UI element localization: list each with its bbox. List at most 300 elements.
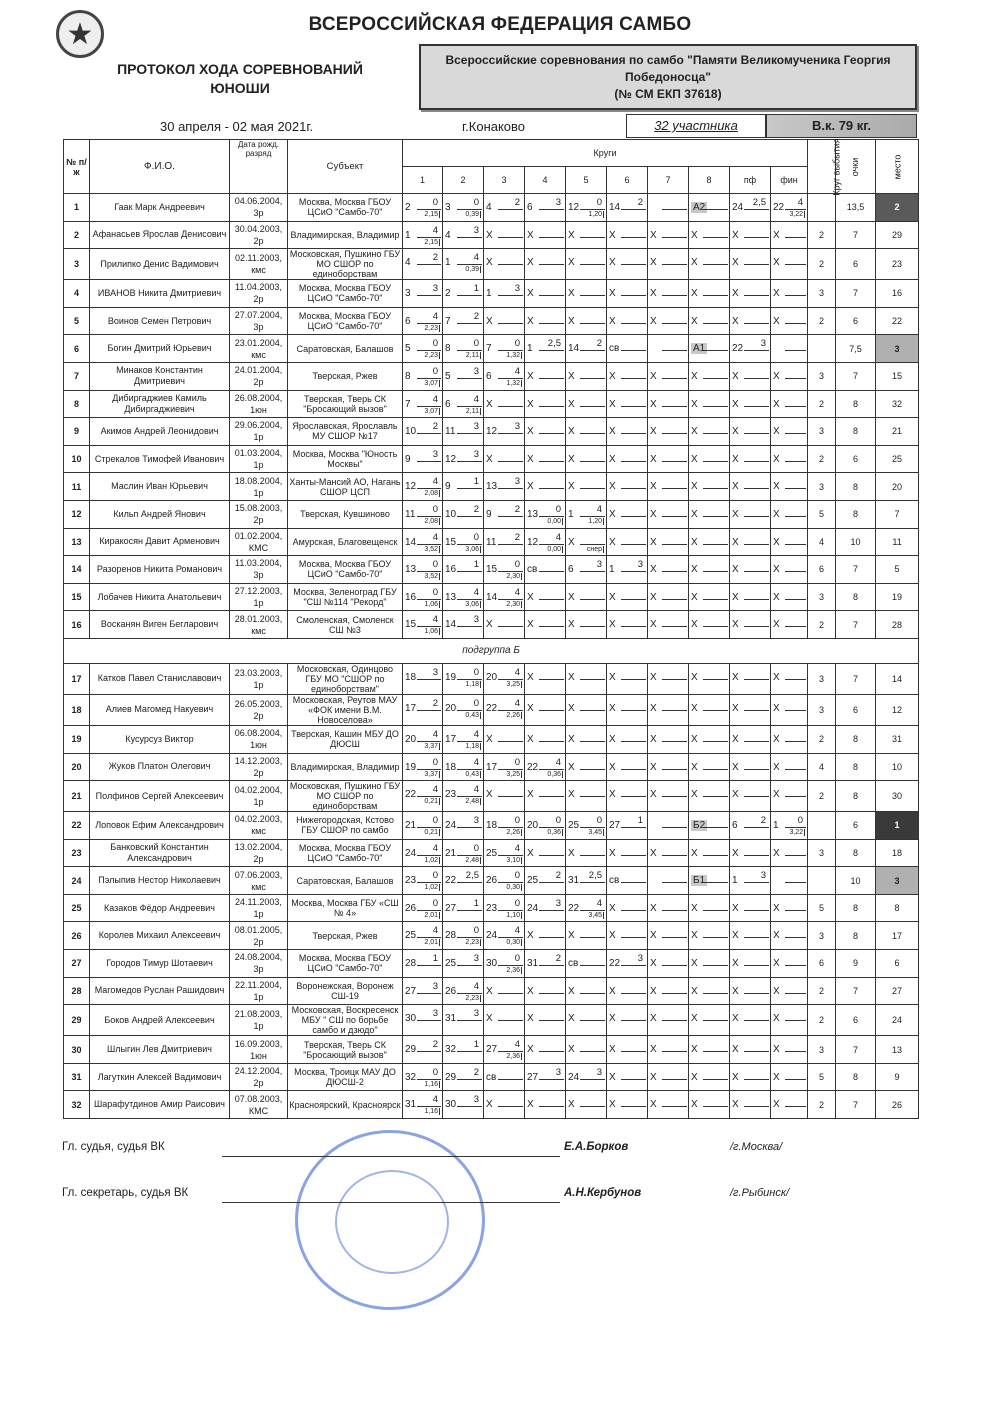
final-place: 20: [876, 473, 919, 501]
bout-cell: [689, 894, 730, 922]
bout-cell: [403, 812, 443, 840]
bout-score: 0: [432, 1066, 438, 1078]
participant-row: [64, 249, 919, 280]
bout-cell: [525, 950, 566, 978]
bout-divider: [539, 796, 564, 797]
participant-row: [64, 473, 919, 501]
bout-divider: [417, 571, 441, 572]
bout-time: 0,30: [506, 884, 520, 892]
participant-region: Ярославская, Ярославль МУ СШОР №17: [288, 418, 403, 446]
bout-divider: [580, 571, 605, 572]
bout-divider: [662, 910, 687, 911]
bout-divider: [703, 488, 728, 489]
bout-divider: [539, 679, 564, 680]
chief-judge-name: Е.А.Борков: [564, 1141, 629, 1153]
bout-cell: [566, 611, 607, 639]
bout-opponent: X: [773, 619, 780, 631]
bout-divider: [621, 350, 646, 351]
bout-opponent: X: [773, 902, 780, 914]
participant-dob-rank: 01.02.2004, КМС: [230, 528, 288, 556]
bout-cell: [525, 922, 566, 950]
col-place-label: место: [892, 154, 903, 179]
bout-cell: [566, 473, 607, 501]
bout-opponent: X: [650, 847, 657, 859]
participant-name: Казаков Фёдор Андреевич: [90, 894, 230, 922]
bout-divider: [580, 378, 605, 379]
bout-divider: [662, 769, 687, 770]
bout-opponent: X: [609, 902, 616, 914]
bout-cell: [443, 1091, 484, 1119]
bout-cell: [566, 663, 607, 694]
bout-cell: [443, 307, 484, 335]
bout-score: 4: [596, 503, 602, 515]
participants-count: 32 участника: [626, 114, 766, 138]
bout-divider: [744, 461, 769, 462]
participant-region: Воронежская, Воронеж СШ-19: [288, 977, 403, 1005]
bout-divider: [498, 1051, 523, 1052]
elimination-round: [808, 812, 836, 840]
bout-opponent: 1: [773, 820, 779, 832]
bout-cell: [730, 611, 771, 639]
bout-score: 0: [432, 756, 438, 768]
bout-score: 3: [473, 1094, 479, 1106]
bout-opponent: 5: [445, 370, 451, 382]
bout-cell: [443, 611, 484, 639]
bout-divider: [662, 544, 687, 545]
bout-divider: [662, 1051, 687, 1052]
bout-divider: [417, 1079, 441, 1080]
bout-score: 4: [432, 224, 438, 236]
bout-divider: [744, 237, 769, 238]
bout-cell: [403, 1036, 443, 1064]
bout-cell: [443, 894, 484, 922]
bout-cell: [730, 1036, 771, 1064]
bout-cell: [566, 894, 607, 922]
bout-cell: [689, 307, 730, 335]
bout-cell: [730, 781, 771, 812]
bout-opponent: X: [568, 671, 575, 683]
bout-score: 0: [797, 815, 804, 827]
elimination-round: 3: [808, 473, 836, 501]
participant-row: [64, 753, 919, 781]
participant-name: Городов Тимур Шотаевич: [90, 950, 230, 978]
bout-score: 0: [514, 815, 520, 827]
bout-score: 4: [514, 586, 520, 598]
bout-divider: [580, 323, 605, 324]
bout-score: 1: [432, 953, 438, 965]
bout-opponent: X: [732, 591, 739, 603]
bout-score: 4: [432, 925, 438, 937]
bout-opponent: 6: [405, 315, 411, 327]
bout-score: 0: [473, 531, 479, 543]
col-subject: Субъект: [288, 140, 403, 194]
bout-cell: [525, 335, 566, 363]
bout-score: 0: [555, 503, 561, 515]
bout-time: 0,43: [465, 711, 479, 719]
bout-cell: [484, 556, 525, 584]
bout-opponent: 11: [486, 536, 497, 548]
participant-number: 2: [64, 221, 90, 249]
bout-divider: [785, 406, 806, 407]
bout-divider: [457, 1020, 482, 1021]
bout-divider: [703, 237, 728, 238]
bout-opponent: 31: [445, 1013, 457, 1025]
bout-cell: [771, 977, 808, 1005]
bout-cell: [689, 950, 730, 978]
bout-opponent: X: [691, 536, 698, 548]
bout-cell: [689, 611, 730, 639]
bout-divider: [703, 544, 728, 545]
elimination-round: 3: [808, 922, 836, 950]
participant-dob-rank: 27.07.2004, 3р: [230, 307, 288, 335]
participant-dob-rank: 24.12.2004, 2р: [230, 1063, 288, 1091]
bout-score: 4: [432, 531, 438, 543]
bout-time: 1,20: [588, 211, 602, 218]
participant-region: Московская, Пушкино ГБУ МО СШОР по единоборствам: [288, 249, 403, 280]
bout-divider: [744, 406, 769, 407]
participant-dob-rank: 16.09.2003, 1юн: [230, 1036, 288, 1064]
bout-opponent: X: [609, 671, 616, 683]
participant-dob-rank: 21.08.2003, 1р: [230, 1005, 288, 1036]
bout-opponent: X: [527, 229, 534, 241]
bout-divider: [621, 544, 646, 545]
bout-opponent: X: [527, 288, 534, 300]
bout-cell: [607, 867, 648, 895]
bout-opponent: Б2: [693, 820, 706, 832]
participant-dob-rank: 18.08.2004, 1р: [230, 473, 288, 501]
bout-opponent: X: [691, 370, 698, 382]
bout-cell: [648, 812, 689, 840]
bout-opponent: X: [527, 1099, 534, 1111]
points: 7: [836, 556, 876, 584]
bout-cell: [403, 694, 443, 725]
bout-time: 1,16: [424, 1080, 438, 1088]
bout-cell: [648, 362, 689, 390]
bout-cell: [403, 583, 443, 611]
bout-opponent: X: [486, 315, 493, 327]
bout-cell: [403, 221, 443, 249]
bout-opponent: X: [732, 761, 739, 773]
bout-cell: [443, 249, 484, 280]
official-stamp-inner: [335, 1170, 449, 1274]
bout-divider: [417, 910, 441, 911]
points: 6: [836, 694, 876, 725]
bout-score: 0: [432, 559, 438, 571]
bout-divider: [662, 741, 687, 742]
participant-dob-rank: 04.02.2003, кмс: [230, 812, 288, 840]
bout-opponent: X: [691, 619, 698, 631]
bout-opponent: X: [486, 789, 493, 801]
bout-score: 2: [514, 531, 520, 543]
bout-divider: [539, 433, 564, 434]
bout-cell: [730, 362, 771, 390]
bout-divider: [744, 910, 769, 911]
bout-opponent: X: [691, 985, 698, 997]
bout-cell: [525, 839, 566, 867]
participant-row: [64, 1005, 919, 1036]
col-elim-round-label: Круг выбытия: [831, 137, 842, 196]
bout-cell: [771, 194, 808, 222]
bout-cell: [771, 867, 808, 895]
bout-cell: [566, 1063, 607, 1091]
bout-cell: [689, 1005, 730, 1036]
bout-divider: [498, 237, 523, 238]
bout-opponent: св: [527, 564, 538, 576]
bout-opponent: 15: [445, 536, 457, 548]
bout-opponent: св: [609, 343, 620, 355]
bout-divider: [580, 599, 605, 600]
bout-time: 3,52: [424, 545, 438, 553]
bout-opponent: A1: [693, 343, 706, 355]
bout-divider: [785, 710, 806, 711]
bout-time: 2,26: [506, 829, 520, 837]
col-num: № п/ж: [64, 140, 90, 194]
bout-opponent: 27: [405, 985, 417, 997]
bout-opponent: X: [650, 257, 657, 269]
bout-cell: [525, 725, 566, 753]
bout-divider: [662, 378, 687, 379]
bout-opponent: X: [732, 508, 739, 520]
bout-time: 1,10: [506, 911, 520, 919]
bout-opponent: 9: [486, 508, 492, 520]
bout-divider: [785, 516, 806, 517]
bout-opponent: 23: [445, 789, 457, 801]
bout-time: 0,30: [506, 939, 520, 947]
bout-divider: [621, 1051, 646, 1052]
bout-divider: [539, 626, 564, 627]
bout-opponent: 17: [405, 702, 417, 714]
bout-opponent: 22: [527, 761, 539, 773]
participant-name: Катков Павел Станиславович: [90, 663, 230, 694]
bout-score: 0: [473, 666, 479, 678]
bout-cell: [607, 249, 648, 280]
bout-divider: [580, 769, 605, 770]
bout-cell: [689, 473, 730, 501]
bout-cell: [648, 1091, 689, 1119]
bout-cell: [689, 812, 730, 840]
participant-number: 20: [64, 753, 90, 781]
bout-cell: [648, 663, 689, 694]
final-place: 6: [876, 950, 919, 978]
points: 8: [836, 839, 876, 867]
bout-divider: [621, 1079, 646, 1080]
bout-opponent: X: [650, 702, 657, 714]
weight-category: В.к. 79 кг.: [766, 114, 917, 138]
bout-divider: [621, 323, 646, 324]
bout-cell: [443, 867, 484, 895]
participant-number: 5: [64, 307, 90, 335]
participant-name: Афанасьев Ярослав Денисович: [90, 221, 230, 249]
bout-time: 2,48: [465, 856, 479, 864]
bout-cell: [525, 694, 566, 725]
bout-cell: [771, 663, 808, 694]
points: 6: [836, 445, 876, 473]
bout-cell: [730, 839, 771, 867]
final-place: 17: [876, 922, 919, 950]
participant-dob-rank: 24.08.2004, 3р: [230, 950, 288, 978]
bout-time: 2,15: [424, 211, 438, 218]
bout-opponent: X: [527, 985, 534, 997]
points: 7: [836, 663, 876, 694]
bout-score: 0: [473, 697, 479, 709]
elimination-round: 3: [808, 418, 836, 446]
bout-opponent: 31: [405, 1099, 417, 1111]
points: 8: [836, 753, 876, 781]
bout-time: 1,06: [424, 600, 438, 608]
bout-score: 0: [432, 503, 438, 515]
bout-divider: [457, 1106, 482, 1107]
bout-cell: [730, 221, 771, 249]
final-place: 25: [876, 445, 919, 473]
bout-opponent: 31: [568, 875, 580, 887]
bout-divider: [621, 237, 646, 238]
bout-divider: [498, 516, 523, 517]
bout-cell: [403, 362, 443, 390]
final-place: 30: [876, 781, 919, 812]
points: 10: [836, 528, 876, 556]
bout-cell: [771, 1036, 808, 1064]
bout-score: 4: [432, 310, 438, 322]
bout-time: 3,06: [465, 545, 479, 553]
bout-cell: [607, 894, 648, 922]
bout-score: 4: [514, 666, 520, 678]
bout-cell: [443, 445, 484, 473]
bout-opponent: X: [486, 985, 493, 997]
elimination-round: 5: [808, 1063, 836, 1091]
bout-divider: [662, 855, 687, 856]
bout-opponent: X: [691, 702, 698, 714]
bout-opponent: X: [732, 1044, 739, 1056]
participant-number: 3: [64, 249, 90, 280]
bout-divider: [417, 209, 441, 210]
participant-number: 30: [64, 1036, 90, 1064]
bout-divider: [498, 910, 523, 911]
bout-score: 3: [432, 283, 438, 295]
bout-score: 4: [514, 842, 520, 854]
bout-opponent: X: [609, 789, 616, 801]
bout-score: 4: [432, 614, 438, 626]
bout-cell: [607, 663, 648, 694]
bout-cell: [607, 922, 648, 950]
participant-name: Пэлыпив Нестор Николаевич: [90, 867, 230, 895]
bout-divider: [785, 626, 806, 627]
bout-divider: [621, 461, 646, 462]
participant-row: [64, 583, 919, 611]
bout-cell: [525, 445, 566, 473]
bout-cell: [525, 362, 566, 390]
bout-cell: [443, 528, 484, 556]
bout-score: 1: [637, 815, 643, 827]
bout-opponent: X: [691, 426, 698, 438]
bout-score: 2: [473, 1066, 479, 1078]
bout-divider: [417, 1020, 441, 1021]
bout-divider: [498, 882, 523, 883]
bout-score: 2: [555, 870, 561, 882]
bout-divider: [457, 295, 482, 296]
bout-cell: [443, 335, 484, 363]
bout-opponent: X: [732, 702, 739, 714]
bout-score: 4: [432, 1094, 438, 1106]
bout-cell: [484, 221, 525, 249]
bout-time: 1,18: [465, 742, 479, 750]
elimination-round: 6: [808, 556, 836, 584]
bout-score: 2: [432, 252, 438, 264]
final-place: 7: [876, 500, 919, 528]
bout-opponent: X: [568, 453, 575, 465]
bout-opponent: X: [732, 619, 739, 631]
bout-divider: [580, 1020, 605, 1021]
bout-cell: [730, 307, 771, 335]
bout-opponent: X: [527, 257, 534, 269]
bout-divider: [417, 323, 441, 324]
bout-score: 3: [473, 1008, 479, 1020]
bout-cell: [525, 418, 566, 446]
bout-divider: [417, 993, 441, 994]
bout-divider: [539, 209, 564, 210]
bout-cell: [525, 663, 566, 694]
bout-divider: [539, 461, 564, 462]
bout-opponent: 14: [568, 343, 580, 355]
bout-cell: [403, 663, 443, 694]
bout-opponent: X: [691, 671, 698, 683]
bout-divider: [785, 295, 806, 296]
bout-score: 0: [432, 338, 438, 350]
bout-opponent: X: [773, 1044, 780, 1056]
bout-cell: [689, 362, 730, 390]
bout-cell: [648, 335, 689, 363]
bout-opponent: X: [732, 398, 739, 410]
bout-score: 3: [760, 870, 766, 882]
bout-divider: [703, 993, 728, 994]
elimination-round: 2: [808, 307, 836, 335]
bout-cell: [525, 1091, 566, 1119]
bout-opponent: 1: [486, 288, 492, 300]
participant-number: 7: [64, 362, 90, 390]
bout-score: 0: [473, 338, 479, 350]
bout-divider: [621, 516, 646, 517]
bout-score: 3: [514, 421, 520, 433]
bout-divider: [621, 1106, 646, 1107]
bout-divider: [539, 378, 564, 379]
bout-opponent: 1: [732, 875, 738, 887]
final-place: 8: [876, 894, 919, 922]
bout-divider: [498, 378, 523, 379]
points: 8: [836, 725, 876, 753]
participant-region: Владимирская, Владимир: [288, 221, 403, 249]
bout-opponent: X: [650, 370, 657, 382]
elimination-round: 2: [808, 445, 836, 473]
bout-score: 3: [760, 338, 766, 350]
participant-region: Тверская, Ржев: [288, 922, 403, 950]
bout-score: 0: [514, 756, 520, 768]
bout-divider: [662, 488, 687, 489]
bout-score: 3: [473, 815, 479, 827]
bout-divider: [621, 910, 646, 911]
bout-opponent: 13: [486, 481, 498, 493]
bout-opponent: X: [650, 985, 657, 997]
points: 8: [836, 418, 876, 446]
bout-cell: [771, 1091, 808, 1119]
bout-cell: [443, 280, 484, 308]
round-label: фин: [771, 167, 808, 194]
points: 6: [836, 307, 876, 335]
participant-dob-rank: 04.02.2004, 1р: [230, 781, 288, 812]
bout-cell: [771, 445, 808, 473]
bout-opponent: X: [486, 398, 493, 410]
participant-number: 16: [64, 611, 90, 639]
bout-opponent: 24: [486, 930, 498, 942]
participant-name: Лагуткин Алексей Вадимович: [90, 1063, 230, 1091]
